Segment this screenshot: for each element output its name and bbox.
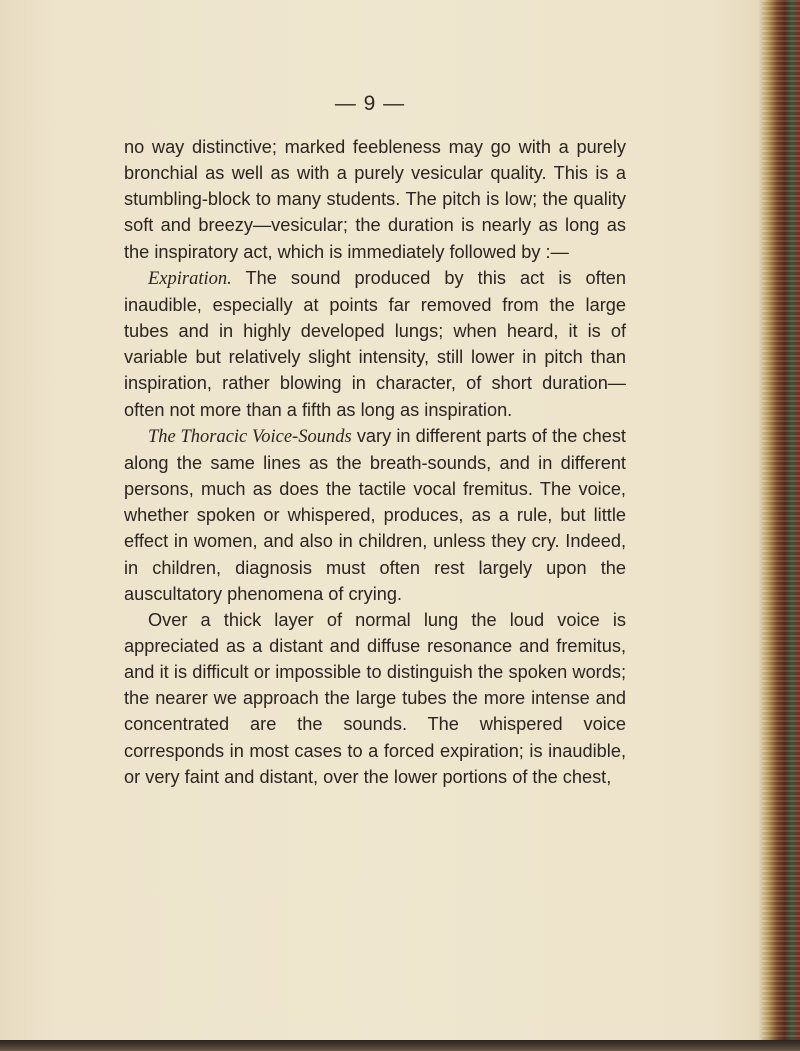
paragraph-3-text: vary in different parts of the chest along the same lines as the breath-sounds, and in different persons, much as does the tactile vocal fremitus. The voice, whether spoken or whispered, produces, as a rule, but little effect in women, and also in children, unless they cry. Indeed, in children, diagnosis must often rest largely upon the auscultatory phenomena of crying.: [124, 425, 626, 604]
paragraph-2: [124, 265, 626, 423]
bottom-edge: [0, 1040, 800, 1051]
paragraph-2-text: The sound produced by this act is often inaudible, especially at points far removed from the large tubes and in highly developed lungs; when heard, it is of variable but relatively slight intensity, still lower in pitch than inspiration, rather blowing in character, of short duration—often not more than a fifth as long as inspiration.: [124, 267, 626, 420]
paragraph-3: [124, 423, 626, 607]
paragraph-4-text: Over a thick layer of normal lung the loud voice is appreciated as a distant and diffuse resonance and fremitus, and it is difficult or impossible to distinguish the spoken words; the nearer we approach the large tubes the more intense and concentrated are the sounds. The whispered voice corresponds in most cases to a forced expiration; is inaudible, or very faint and distant, over the lower portions of the chest,: [124, 609, 626, 787]
book-spine: [762, 0, 800, 1051]
paragraph-4: [124, 607, 626, 790]
body-text: [124, 134, 626, 790]
paragraph-1: [124, 134, 626, 265]
paragraph-1-text: no way distinctive; marked feebleness may go with a purely bronchial as well as with a purely vesicular quality. This is a stumbling-block to many students. The pitch is low; the quality soft and breezy—vesicular; the duration is nearly as long as the inspiratory act, which is immediately followed by :—: [124, 137, 626, 262]
page-number: — 9 —: [334, 92, 406, 115]
paragraph-2-heading: Expiration.: [148, 268, 232, 289]
paragraph-3-heading: The Thoracic Voice-Sounds: [148, 426, 352, 447]
